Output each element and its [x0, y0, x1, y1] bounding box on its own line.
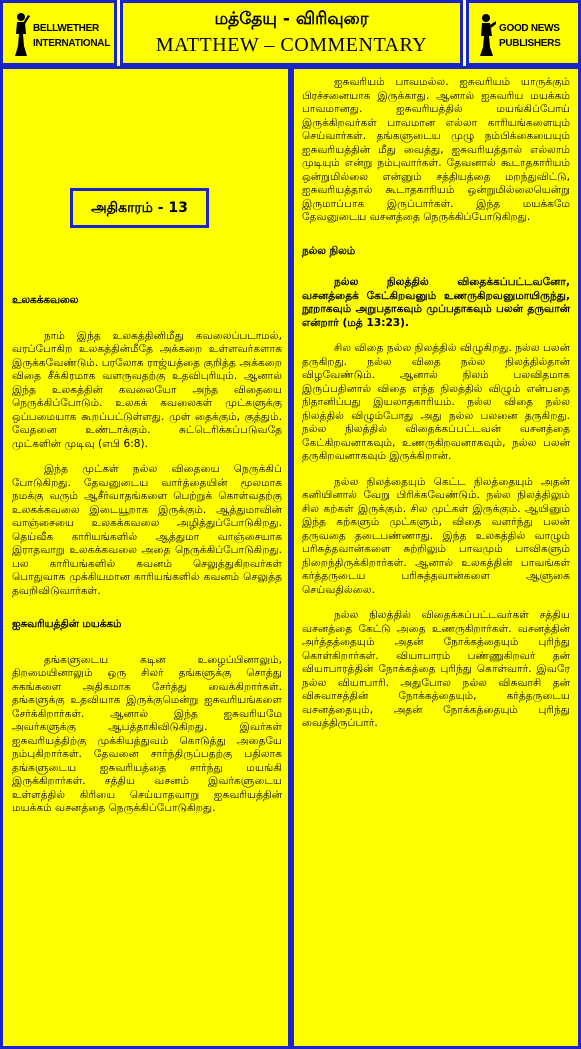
- good-news-logo-line2: PUBLISHERS: [499, 38, 561, 49]
- header-right-logo-panel: [466, 0, 581, 66]
- good-news-logo-line1: GOOD NEWS: [499, 23, 560, 34]
- good-news-logo: [477, 12, 577, 58]
- paragraph: நல்ல நிலத்தையும் கெட்ட நிலத்தையும் அதன் கனியினால் வேறு பிரிக்கவேண்டும். நல்ல நிலத்திலும் சில கற்கள் இருக்கும். சில முட்கள் இருக்கும். ஆயினும் இந்த கற்களும் முட்களும், விதை வளர்ந்து பலன் தருவதை தடைபண்ணாது. இந்த உலகத்தில் வாழும் பரிசுத்தவான்களை சுற்றிலும் பாவமும் பாவிகளும் நிறைந்திருக்கிறார்கள். ஆனால் உலகத்தின் பாவங்கள் கர்த்தருடைய பரிசுத்தவான்களை ஆளுகை செய்வதில்லை.: [302, 475, 570, 596]
- paragraph: இந்த முட்கள் நல்ல விதையை நெருக்கிப் போடுகிறது. தேவனுடைய வார்த்தையின் மூலமாக நமக்கு வரும் ஆசீர்வாதங்களை பெற்றுக் கொள்வதற்கு உலகக்கவலை இடையூறாக இருக்கும். ஆத்துமாவின் வாஞ்சையை உலகக்கவலை அழித்துப்போடுகிறது. தெய்வீக காரியங்களில் ஆத்துமா வாஞ்சையாக இராதவாறு உலகக்கவலை அதை நெருக்கிப்போடுகிறது. பல காரியங்களில் கவனம் செலுத்துகிறவர்கள் பொதுவாக முக்கியமான காரியங்களில் கவனம் செலுத்த தவறிவிடுவார்கள்.: [12, 463, 282, 597]
- chapter-heading: அதிகாரம் - 13: [70, 188, 209, 228]
- bellwether-logo-line1: BELLWETHER: [33, 23, 99, 34]
- paragraph: தங்களுடைய கடின உழைப்பினாலும், திறமையினாலும் ஒரு சிலர் தங்களுக்கு சொத்து சுகங்களை அதிகமாக சேர்த்து வைக்கிறார்கள். தங்களுக்கு உதவியாக இருக்குமென்று ஐசுவரியங்களை சேர்க்கிறார்கள். ஆனால் இந்த ஐசுவரியமே அவர்களுக்கு ஆபத்தாகிவிடுகிறது. இவர்கள் ஐசுவரியத்திற்கு முக்கியத்துவம் கொடுத்து அதையே நம்புகிறார்கள். தேவனை சார்ந்திருப்பதற்கு பதிலாக தங்களுடைய ஐசுவரியத்தை சார்ந்து மயங்கி இருக்கிறார்கள். சத்திய வசனம் இவர்களுடைய உள்ளத்தில் கிரியை செய்யாதவாறு ஐசுவரியத்தின் மயக்கம் வசனத்தை நெருக்கிப்போடுகிறது.: [12, 653, 282, 814]
- paragraph: நாம் இந்த உலகத்தினிமீது கவலைப்படாமல், வரப்போகிற உலகத்தின்மீதே அக்கறை உள்ளவர்களாக இருக்கவேண்டும். பரலோக ராஜ்யத்தை குறித்த அக்கறை விதை சீக்கிரமாக வளருவதற்கு உதவிபுரியும். ஆனால் இந்த உலகத்தின் கவலையோ அந்த விதையை நெருக்கிப்போடும். உலகக் கவலைகள் முட்களுக்கு ஒப்பமையாக கூறப்பட்டுள்ளது. முள் தைக்கும், குத்தும். வேதனை உண்டாக்கும். சுட்டெரிக்கப்படுவதே முட்களின் முடிவு (எபி 6:8).: [12, 329, 282, 450]
- bellwether-logo: [11, 12, 111, 58]
- section-heading-worldly-cares: உலகக்கவலை: [12, 294, 79, 306]
- section-heading-good-ground: நல்ல நிலம்: [302, 244, 356, 257]
- paragraph: சில விதை நல்ல நிலத்தில் விழுகிறது. நல்ல பலன் தருகிறது. நல்ல விதை நல்ல நிலத்தில்தான் விழவேண்டும். ஆனால் நிலம் பலவிதமாக இருப்பதினால் விதை எந்த நிலத்தில் விழும் என்பதை நிதானிப்பது இயலாதகாரியம். நல்ல விதை நல்ல நிலத்தில் விழும்போது அது நல்ல பலனை தருகிறது. நல்ல நிலத்தில் விதைக்கப்பட்டவன் வசனத்தை கேட்கிறவனாகவும், உணருகிறவனாகவும், நல்ல பலன் தருகிறவனாகவும் இருக்கிறான்.: [302, 342, 570, 462]
- left-column-text: [12, 294, 282, 828]
- bellwether-logo-line2: INTERNATIONAL: [33, 38, 111, 49]
- scripture-verse: நல்ல நிலத்தில் விதைக்கப்பட்டவனோ, வசனத்தைக் கேட்கிறவனும் உணருகிறவனுமாயிருந்து, நூறாகவும் அறுபதாகவும் முப்பதாகவும் பலன் தருவான் என்றார் (மத் 13:23).: [302, 276, 570, 329]
- right-column-text: [302, 76, 570, 743]
- section-heading-deceitfulness-of-riches: ஐசுவரியத்தின் மயக்கம்: [12, 618, 122, 630]
- header-title-panel: [120, 0, 463, 66]
- paragraph: நல்ல நிலத்தில் விதைக்கப்பட்டவர்கள் சத்திய வசனத்தை கேட்டு அதை உணருகிறார்கள். வசனத்தின் அர்த்தத்தையும் அதன் நோக்கத்தையும் புரிந்து கொள்கிறார்கள். வியாபாரம் பண்ணுகிறவர் தன் வியாபாரத்தின் நோக்கத்தை புரிந்து கொள்வார். இவரே நல்ல வியாபாரி. அதுபோல நல்ல விசுவாசி தன் விசுவாசத்தின் நோக்கத்தையும், கர்த்தருடைய வசனத்தையும், அதன் நோக்கத்தையும் புரிந்து வைத்திருப்பார்.: [302, 609, 570, 729]
- paragraph: ஐசுவரியம் பாவமல்ல. ஐசுவரியம் யாருக்கும் பிரச்சனையாக இருக்காது. ஆனால் ஐசுவரிய மயக்கம் பாவமானது. ஐசுவரியத்தில் மயங்கிப்போய் இருக்கிறவர்கள் பாவமான எல்லா காரியங்களையும் செய்வார்கள். தங்களுடைய முழு நம்பிக்கையையும் ஐசுவரியத்தின் மீது வைத்து, ஐசுவரியத்தால் எல்லாம் முடியும் என்று நம்புவார்கள். தேவனால் கூடாதகாரியம் ஒன்றுமில்லை என்னும் சத்தியத்தை மறந்துவிட்டு, ஐசுவரியத்தால் கூடாதகாரியம் ஒன்றுமில்லையென்று இருமாப்பாக இருப்பார்கள். இந்த மயக்கமே தேவனுடைய வசனத்தை நெருக்கிப்போடுகிறது.: [302, 76, 570, 223]
- bellwether-figure-icon: [11, 12, 31, 58]
- page-title-english: MATTHEW – COMMENTARY: [155, 34, 428, 56]
- messenger-figure-icon: [477, 12, 497, 58]
- header-left-logo-panel: [0, 0, 117, 66]
- page-title-tamil: மத்தேயு - விரிவுரை: [214, 9, 369, 29]
